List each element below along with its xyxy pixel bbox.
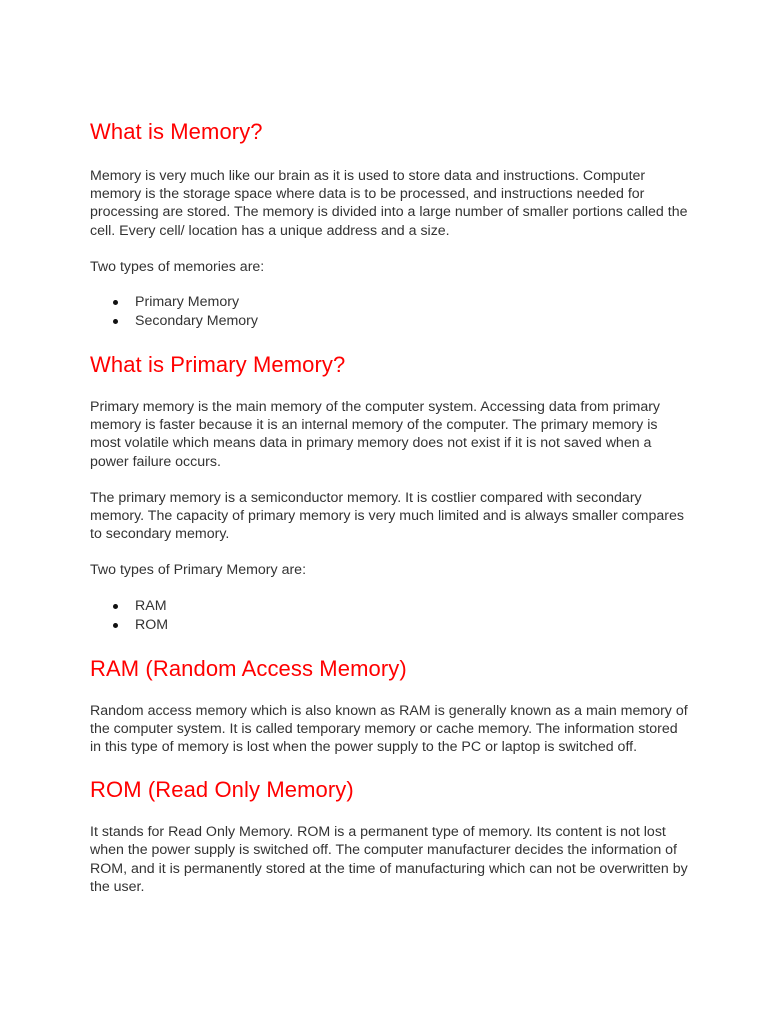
primary-memory-types-list xyxy=(90,597,690,635)
heading-ram: RAM (Random Access Memory) xyxy=(90,655,407,681)
paragraph-memory-types-intro: Two types of memories are: xyxy=(90,258,265,275)
paragraph-primary-memory-types-intro: Two types of Primary Memory are: xyxy=(90,562,307,579)
list-item-secondary-memory: Secondary Memory xyxy=(90,312,690,331)
paragraph-primary-memory-semiconductor: The primary memory is a semiconductor memory. It is costlier compared with secondary memory. The capacity of primary memory is very much limited and is always smaller compares to secondary memory. xyxy=(90,489,684,543)
document-page xyxy=(90,118,690,896)
heading-what-is-primary-memory: What is Primary Memory? xyxy=(90,352,346,378)
paragraph-memory-definition: Memory is very much like our brain as it is used to store data and instructions. Computer memory is the storage space where data is to be processed, and instructions needed for processing are stored. The memory is divided into a large number of smaller portions called the cell. Every cell/ location has a unique address and a size. xyxy=(90,168,688,239)
heading-rom: ROM (Read Only Memory) xyxy=(90,777,354,803)
paragraph-ram-definition: Random access memory which is also known as RAM is generally known as a main memory of the computer system. It is called temporary memory or cache memory. The information stored in this type of memory is lost when the power supply to the PC or laptop is switched off. xyxy=(90,702,688,756)
list-item-rom: ROM xyxy=(90,616,690,635)
memory-types-list xyxy=(90,293,690,331)
list-item-primary-memory: Primary Memory xyxy=(90,293,690,312)
paragraph-primary-memory-definition: Primary memory is the main memory of the computer system. Accessing data from primary memory is faster because it is an internal memory of the computer. The primary memory is most volatile which means data in primary memory does not exist if it is not saved when a power failure occurs. xyxy=(90,399,661,470)
heading-what-is-memory: What is Memory? xyxy=(90,119,263,144)
paragraph-rom-definition: It stands for Read Only Memory. ROM is a permanent type of memory. Its content is not lost when the power supply is switched off. The computer manufacturer decides the information of ROM, and it is permanently stored at the time of manufacturing which can not be overwritten by the user. xyxy=(90,824,688,895)
list-item-ram: RAM xyxy=(90,597,690,616)
